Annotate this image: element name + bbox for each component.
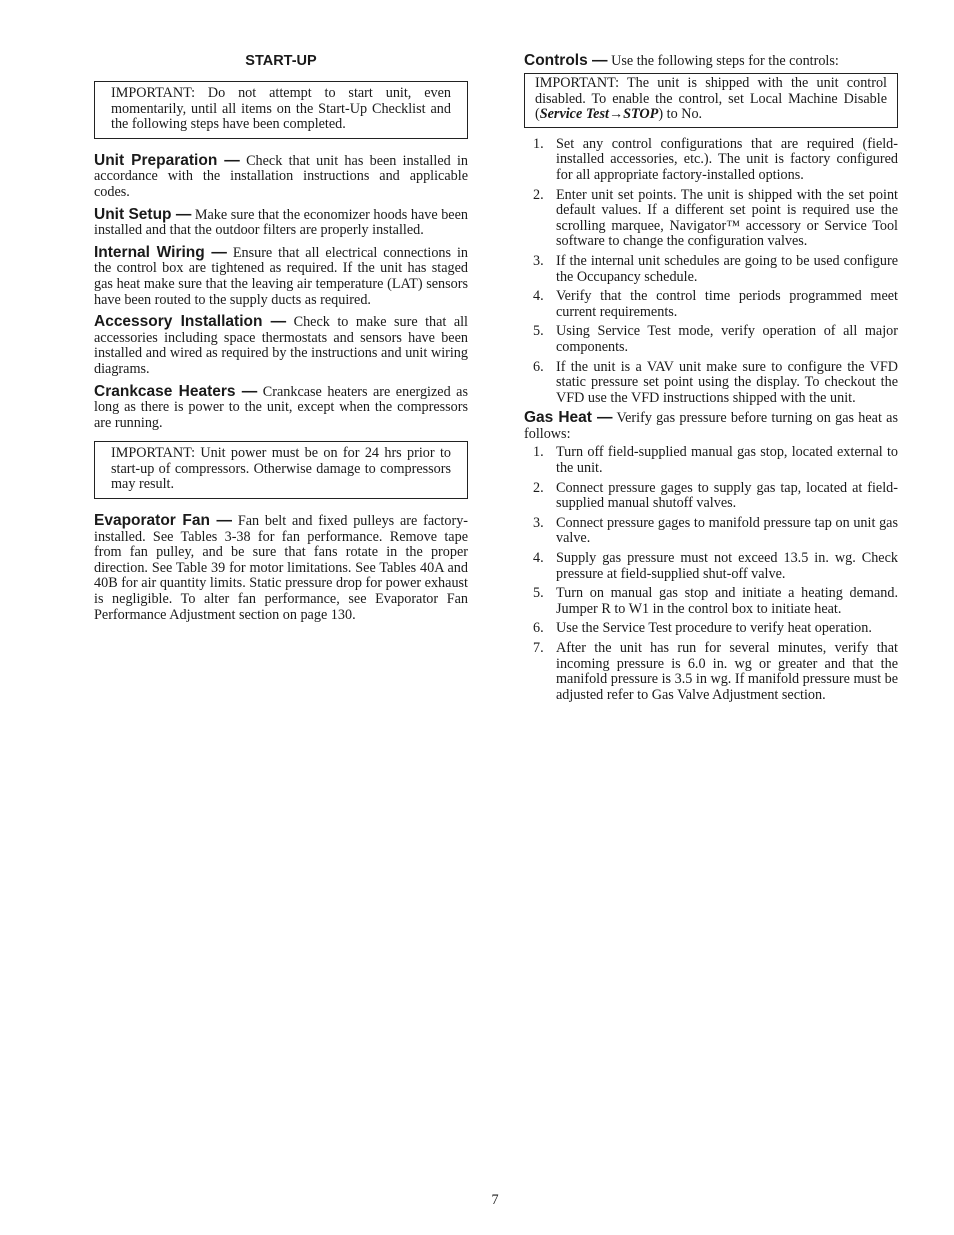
list-item: [524, 289, 898, 320]
step-number: 3.: [533, 252, 544, 269]
important-notice-compressors: IMPORTANT: Unit power must be on for 24 hrs prior to start-up of compressors. Otherwise damage to compressors may result.: [94, 441, 468, 499]
step-text: Using Service Test mode, verify operation of all major components.: [556, 323, 898, 355]
list-item: [524, 188, 898, 250]
heading-controls: Controls —: [524, 52, 608, 69]
list-item: [524, 137, 898, 184]
gas-heat-steps-list: [524, 445, 898, 703]
notice-text-a: IMPORTANT: The unit is shipped with the unit control disabled. To enable the control, set Local Machine Disable (: [535, 75, 887, 123]
list-item: [524, 641, 898, 703]
step-number: 5.: [533, 585, 544, 602]
text-gas-heat-intro: Verify gas pressure before turning on gas heat as follows:: [524, 410, 898, 442]
step-text: If the internal unit schedules are going to be used configure the Occupancy schedule.: [556, 252, 898, 285]
step-text: Turn off field-supplied manual gas stop, located external to the unit.: [556, 444, 898, 477]
text-unit-setup: Make sure that the economizer hoods have been installed and that the outdoor filters are properly installed.: [94, 206, 468, 239]
notice-text-b: ) to No.: [658, 106, 703, 123]
section-title: START-UP: [245, 53, 317, 69]
list-item: [524, 324, 898, 355]
paragraph-internal-wiring: [94, 245, 468, 308]
step-number: 3.: [533, 514, 544, 531]
heading-gas-heat: Gas Heat —: [524, 409, 613, 427]
controls-steps-list: [524, 137, 898, 407]
heading-internal-wiring: Internal Wiring —: [94, 243, 227, 261]
step-number: 6.: [533, 620, 544, 637]
heading-evaporator-fan: Evaporator Fan —: [94, 512, 233, 530]
heading-unit-preparation: Unit Preparation —: [94, 151, 240, 169]
list-item: [524, 621, 898, 637]
list-item: [524, 586, 898, 617]
paragraph-controls: [524, 52, 898, 70]
paragraph-crankcase-heaters: [94, 384, 468, 432]
text-evaporator-fan: Fan belt and fixed pulleys are factory-installed. See Tables 3-38 for fan performance. Remove tape from fan pulley, and be sure that fans rotate in the proper direction. See Table 39 for motor limitations. See Tables 40A and 40B for air quantity limits. Static pressure drop for power exhaust is negligible. To alter fan performance, see Evaporator Fan Performance Adjustment section on page 130.: [94, 513, 469, 623]
text-crankcase-heaters: Crankcase heaters are energized as long as there is power to the unit, except when the compressors are running.: [94, 383, 468, 431]
step-text: Turn on manual gas stop and initiate a heating demand. Jumper R to W1 in the control box to initiate heat.: [556, 585, 898, 617]
step-number: 4.: [533, 550, 544, 567]
step-number: 6.: [533, 358, 544, 375]
step-text: Use the Service Test procedure to verify heat operation.: [556, 620, 872, 637]
paragraph-evaporator-fan: [94, 513, 468, 623]
step-number: 7.: [533, 640, 544, 656]
list-item: [524, 254, 898, 285]
step-number: 4.: [533, 288, 544, 305]
heading-accessory-installation: Accessory Installation —: [94, 313, 287, 331]
paragraph-accessory-installation: [94, 314, 468, 377]
important-notice-controls: [524, 73, 898, 128]
list-item: [524, 360, 898, 407]
heading-crankcase-heaters: Crankcase Heaters —: [94, 382, 258, 400]
step-text: Enter unit set points. The unit is shipped with the set point default values. If a different set point is required use the scrolling marquee, Navigator™ accessory or Service Tool software to change the configuration valves.: [556, 186, 898, 250]
text-internal-wiring: Ensure that all electrical connections in the control box are tightened as required. If the unit has staged gas heat make sure that the leaving air temperature (LAT) sensors have been routed to the supply ducts as required.: [94, 244, 468, 308]
step-text: Verify that the control time periods programmed meet current requirements.: [556, 288, 898, 320]
step-number: 2.: [533, 186, 544, 203]
heading-unit-setup: Unit Setup —: [94, 205, 192, 223]
step-text: After the unit has run for several minutes, verify that incoming pressure is 6.0 in. wg or greater and that the manifold pressure is 3.5 in wg. If manifold pressure must be adjusted refer to Gas Valve Adjustment section.: [556, 640, 899, 703]
notice-menu-path: Service Test→STOP: [539, 106, 659, 123]
text-unit-preparation: Check that unit has been installed in accordance with the installation instructions and applicable codes.: [94, 152, 469, 200]
paragraph-unit-setup: [94, 207, 468, 239]
list-item: [524, 551, 898, 582]
step-number: 2.: [533, 479, 544, 496]
step-number: 1.: [533, 135, 544, 152]
text-accessory-installation: Check to make sure that all accessories including space thermostats and sensors have been installed and wired as required by the instructions and unit wiring diagrams.: [94, 314, 468, 377]
step-number: 1.: [533, 444, 544, 461]
step-text: Connect pressure gages to manifold pressure tap on unit gas valve.: [556, 514, 898, 547]
step-number: 5.: [533, 323, 544, 340]
list-item: [524, 445, 898, 476]
list-item: [524, 516, 898, 547]
step-text: Connect pressure gages to supply gas tap, located at field-supplied manual shutoff valves.: [556, 479, 898, 512]
right-column: [524, 52, 898, 707]
important-notice-startup: IMPORTANT: Do not attempt to start unit, even momentarily, until all items on the Start-Up Checklist and the following steps have been completed.: [94, 81, 468, 139]
left-column: [94, 52, 468, 629]
paragraph-unit-preparation: [94, 153, 468, 201]
step-text: Set any control configurations that are required (field-installed accessories, etc.). The unit is factory configured for all appropriate factory-installed options.: [556, 135, 898, 183]
step-text: Supply gas pressure must not exceed 13.5 in. wg. Check pressure at field-supplied shut-off valve.: [556, 550, 898, 582]
step-text: If the unit is a VAV unit make sure to configure the VFD static pressure set point using the display. To checkout the VFD use the VFD instructions shipped with the unit.: [556, 358, 898, 406]
text-controls-intro: Use the following steps for the controls:: [607, 53, 839, 69]
page-number: 7: [491, 1192, 499, 1208]
paragraph-gas-heat: [524, 410, 898, 442]
list-item: [524, 481, 898, 512]
